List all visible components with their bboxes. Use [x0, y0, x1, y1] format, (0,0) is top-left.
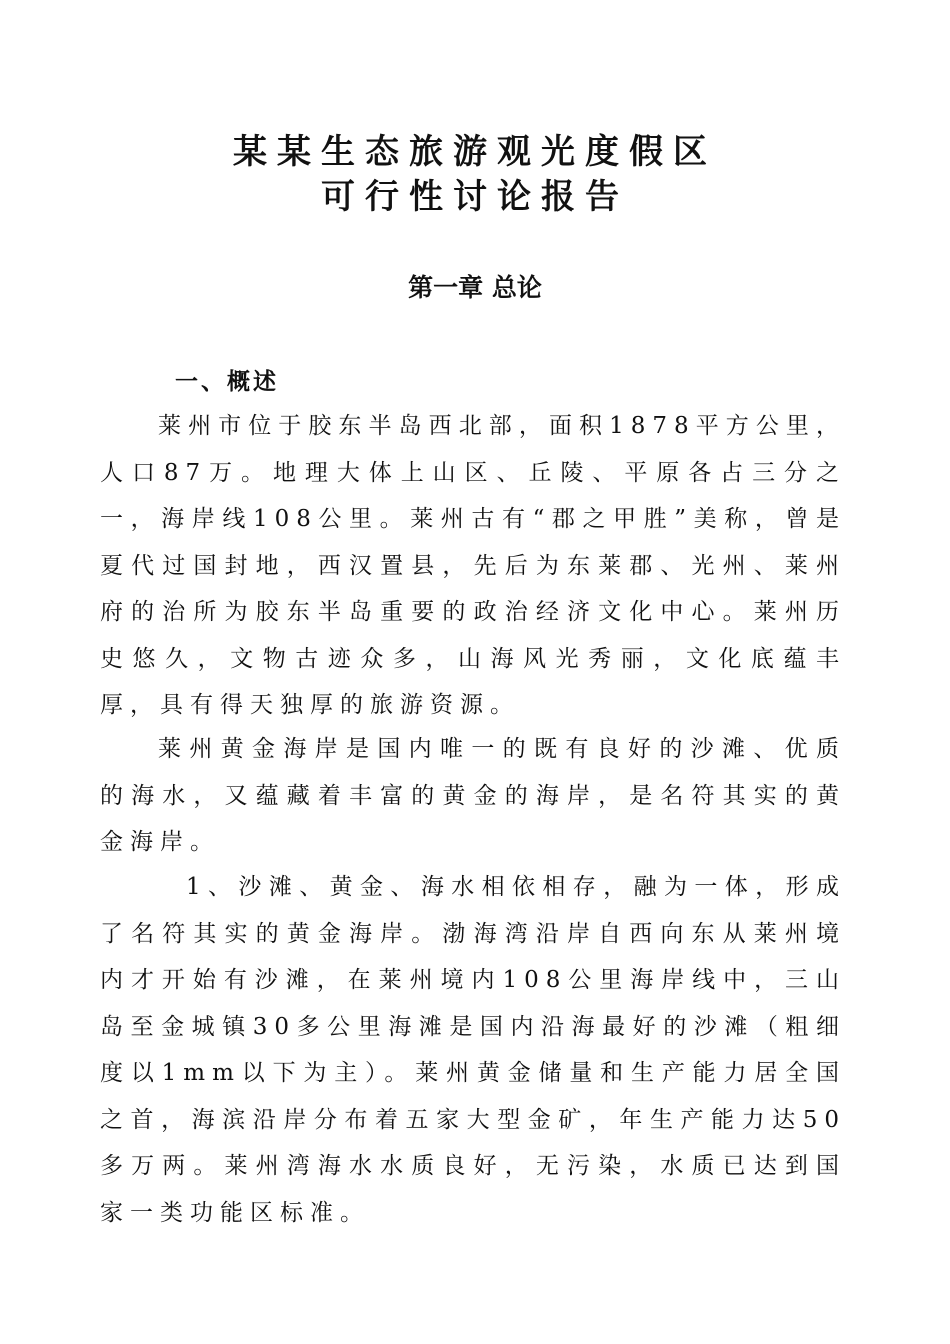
chapter-heading: 第一章 总论 [408, 273, 542, 302]
document-title-line-1: 某某生态旅游观光度假区 [233, 132, 717, 172]
document-title-line-2: 可行性讨论报告 [321, 177, 629, 217]
body-paragraph-overview: 莱州市位于胶东半岛西北部，面积1878平方公里，人口87万。地理大体上山区、丘陵、平原各占三分之一，海岸线108公里。莱州古有“郡之甲胜”美称，曾是夏代过国封地，西汉置县，先后为东莱郡、光州、莱州府的治所为胶东半岛重要的政治经济文化中心。莱州历史悠久，文物古迹众多，山海风光秀丽，文化底蕴丰厚，具有得天独厚的旅游资源。 [100, 413, 846, 718]
body-paragraph-gold-coast: 莱州黄金海岸是国内唯一的既有良好的沙滩、优质的海水，又蕴藏着丰富的黄金的海岸，是名符其实的黄金海岸。 [100, 736, 846, 855]
section-heading: 一、概述 [175, 369, 279, 395]
body-paragraph-point-1: 1、沙滩、黄金、海水相依相存，融为一体，形成了名符其实的黄金海岸。渤海湾沿岸自西向东从莱州境内才开始有沙滩，在莱州境内108公里海岸线中，三山岛至金城镇30多公里海滩是国内沿海最好的沙滩（粗细度以1mm以下为主）。莱州黄金储量和生产能力居全国之首，海滨沿岸分布着五家大型金矿，年生产能力达50多万两。莱州湾海水水质良好，无污染，水质已达到国家一类功能区标准。 [100, 874, 846, 1226]
